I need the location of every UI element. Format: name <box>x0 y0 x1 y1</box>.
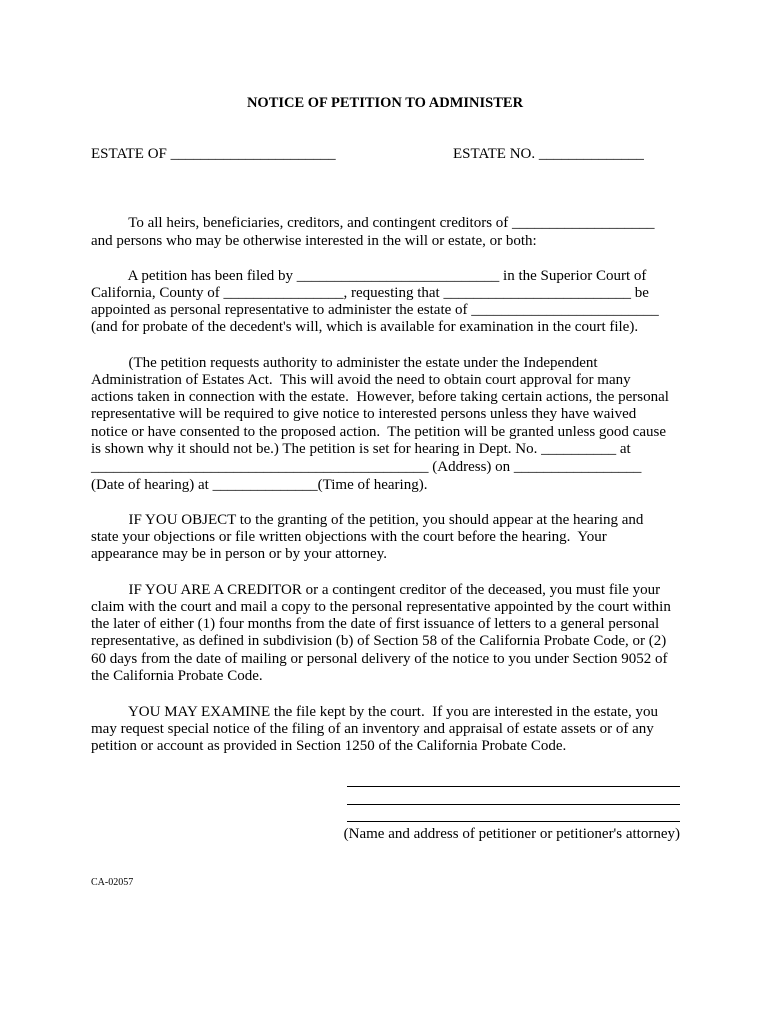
para-4-line-3: appearance may be in person or by your attorney. <box>91 546 387 562</box>
estate-number-field: ESTATE NO. ______________ <box>453 146 644 162</box>
para-1-line-1: To all heirs, beneficiaries, creditors, and contingent creditors of ___________________ <box>91 215 655 231</box>
para-3-line-7: _____________________________________________ (Address) on _________________ <box>91 459 642 475</box>
signature-caption: (Name and address of petitioner or petitioner's attorney) <box>343 826 680 842</box>
para-6-line-2: may request special notice of the filing of an inventory and appraisal of estate assets or of any <box>91 721 654 737</box>
signature-line-1 <box>347 786 680 787</box>
para-1-line-2: and persons who may be otherwise interested in the will or estate, or both: <box>91 233 537 249</box>
para-3-line-8: (Date of hearing) at ______________(Time of hearing). <box>91 477 428 493</box>
para-5-line-6: the California Probate Code. <box>91 668 263 684</box>
para-4-line-1: IF YOU OBJECT to the granting of the petition, you should appear at the hearing and <box>91 512 644 528</box>
para-2-line-1: A petition has been filed by ___________________________ in the Superior Court of <box>91 268 647 284</box>
para-5-line-1: IF YOU ARE A CREDITOR or a contingent creditor of the deceased, you must file your <box>91 582 661 598</box>
para-2-line-2: California, County of ________________, requesting that _________________________ be <box>91 285 649 301</box>
signature-line-3 <box>347 821 680 822</box>
para-6-line-3: petition or account as provided in Section 1250 of the California Probate Code. <box>91 738 567 754</box>
para-2-line-4: (and for probate of the decedent's will, which is available for examination in the court file). <box>91 319 639 335</box>
para-3-line-2: Administration of Estates Act. This will avoid the need to obtain court approval for many <box>91 372 631 388</box>
para-5-line-5: 60 days from the date of mailing or personal delivery of the notice to you under Section 9052 of <box>91 651 668 667</box>
signature-line-2 <box>347 804 680 805</box>
para-2-line-3: appointed as personal representative to administer the estate of _________________________ <box>91 302 659 318</box>
para-3-line-3: actions taken in connection with the estate. However, before taking certain actions, the personal <box>91 389 669 405</box>
para-5-line-3: the later of either (1) four months from the date of first issuance of letters to a general personal <box>91 616 660 632</box>
para-6-line-1: YOU MAY EXAMINE the file kept by the court. If you are interested in the estate, you <box>91 704 658 720</box>
para-5-line-4: representative, as defined in subdivision (b) of Section 58 of the California Probate Code, or (2) <box>91 633 667 649</box>
para-3-line-6: is shown why it should not be.) The petition is set for hearing in Dept. No. __________ at <box>91 441 631 457</box>
para-4-line-2: state your objections or file written objections with the court before the hearing. Your <box>91 529 607 545</box>
document-title: NOTICE OF PETITION TO ADMINISTER <box>246 95 524 111</box>
para-3-line-5: notice or have consented to the proposed action. The petition will be granted unless good cause <box>91 424 666 440</box>
para-3-line-4: representative will be required to give notice to interested persons unless they have waived <box>91 406 637 422</box>
estate-of-field: ESTATE OF ______________________ <box>91 146 336 162</box>
para-5-line-2: claim with the court and mail a copy to the personal representative appointed by the court within <box>91 599 671 615</box>
para-3-line-1: (The petition requests authority to administer the estate under the Independent <box>91 355 598 371</box>
form-id: CA-02057 <box>91 877 134 888</box>
